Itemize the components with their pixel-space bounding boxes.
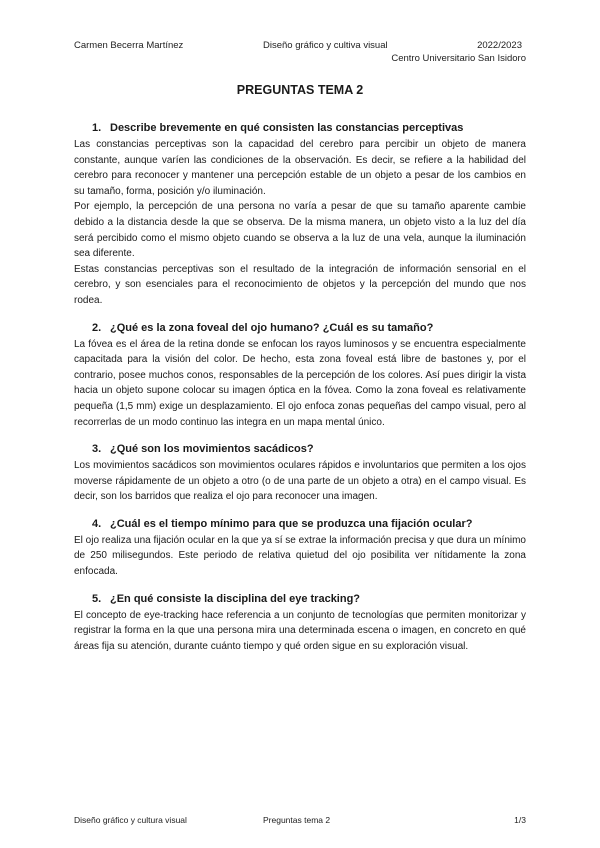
question-text: ¿Qué son los movimientos sacádicos? xyxy=(110,443,314,456)
question-number: 3. xyxy=(92,443,102,456)
question-text: Describe brevemente en qué consisten las constancias perceptivas xyxy=(110,122,464,134)
answer-paragraph: Los movimientos sacádicos son movimientos oculares rápidos e involuntarios que permiten a los ojos moverse rápidamente de un objeto a otro (o de una parte de un objeto a otra) en el campo visual. Es decir, son los barridos que realiza el ojo para reconocer una imagen. xyxy=(74,460,526,503)
header-course: Diseño gráfico y cultiva visual xyxy=(263,40,388,51)
question-section xyxy=(74,321,526,431)
question-number: 5. xyxy=(92,592,102,605)
question-text: ¿En qué consiste la disciplina del eye tracking? xyxy=(110,592,361,605)
question-list xyxy=(74,121,526,666)
question-section xyxy=(74,592,526,655)
header-institution: Centro Universitario San Isidoro xyxy=(391,53,526,64)
answer-paragraph: Estas constancias perceptivas son el resultado de la integración de información sensorial en el cerebro, y son esenciales para el reconocimiento de objetos y la percepción del mundo que nos rodea. xyxy=(74,263,526,306)
footer-page: 1/3 xyxy=(514,815,526,825)
question-number: 1. xyxy=(92,122,102,134)
question-number: 4. xyxy=(92,517,102,530)
page-title: PREGUNTAS TEMA 2 xyxy=(236,83,364,97)
question-text: ¿Qué es la zona foveal del ojo humano? ¿Cuál es su tamaño? xyxy=(110,321,434,334)
question-section xyxy=(74,517,526,580)
answer-paragraph: Las constancias perceptivas son la capacidad del cerebro para percibir un objeto de manera constante, aunque varíen las condiciones de la observación. Es decir, se refiere a la habilidad del cerebro para reconocer y mantener una percepción estable de un objeto a pesar de los cambios en su tamaño, forma, posición y/o iluminación. xyxy=(74,139,526,197)
question-heading xyxy=(92,517,526,532)
question-heading xyxy=(92,592,526,607)
answer-paragraph: El concepto de eye-tracking hace referencia a un conjunto de tecnologías que permiten monitorizar y registrar la forma en la que una persona mira una determinada escena o imagen, en concreto en qué áreas fija su atención, durante cuánto tiempo y qué orden sigue en su exploración visual. xyxy=(74,609,526,652)
header-year: 2022/2023 xyxy=(477,40,522,51)
question-section xyxy=(74,121,526,309)
header-author: Carmen Becerra Martínez xyxy=(74,40,184,51)
question-heading xyxy=(92,121,526,136)
footer-course: Diseño gráfico y cultura visual xyxy=(74,815,187,825)
question-number: 2. xyxy=(92,321,102,334)
question-text: ¿Cuál es el tiempo mínimo para que se produzca una fijación ocular? xyxy=(110,517,473,530)
question-section xyxy=(74,442,526,505)
answer-paragraph: Por ejemplo, la percepción de una persona no varía a pesar de que su tamaño aparente cambie debido a la distancia desde la que se observa. De la misma manera, un objeto visto a la luz del día será percibido como el mismo objeto cuando se observa a la luz de una vela, aunque la iluminación sea diferente. xyxy=(74,201,526,260)
answer-paragraph: El ojo realiza una fijación ocular en la que ya sí se extrae la información precisa y que dura un mínimo de 250 milisegundos. Este periodo de relativa quietud del ojo posibilita ver nítidamente la zona enfocada. xyxy=(74,534,526,578)
question-heading xyxy=(92,442,526,457)
answer-paragraph: La fóvea es el área de la retina donde se enfocan los rayos luminosos y se encuentra especialmente capacitada para la visión del color. De hecho, esta zona foveal está libre de bastones y, por el contrario, posee muchos conos, responsables de la percepción de los colores. Así pues dirigir la vista hacia un objeto supone colocar su imagen óptica en la fóvea. Como la zona foveal es relativamente pequeña (1,5 mm) exige un desplazamiento. El ojo enfoca zonas pequeñas del campo visual, pero al recorrerlas de un modo continuo las integra en un mapa mental único. xyxy=(74,338,526,428)
footer-doc: Preguntas tema 2 xyxy=(263,815,331,825)
question-heading xyxy=(92,321,526,336)
